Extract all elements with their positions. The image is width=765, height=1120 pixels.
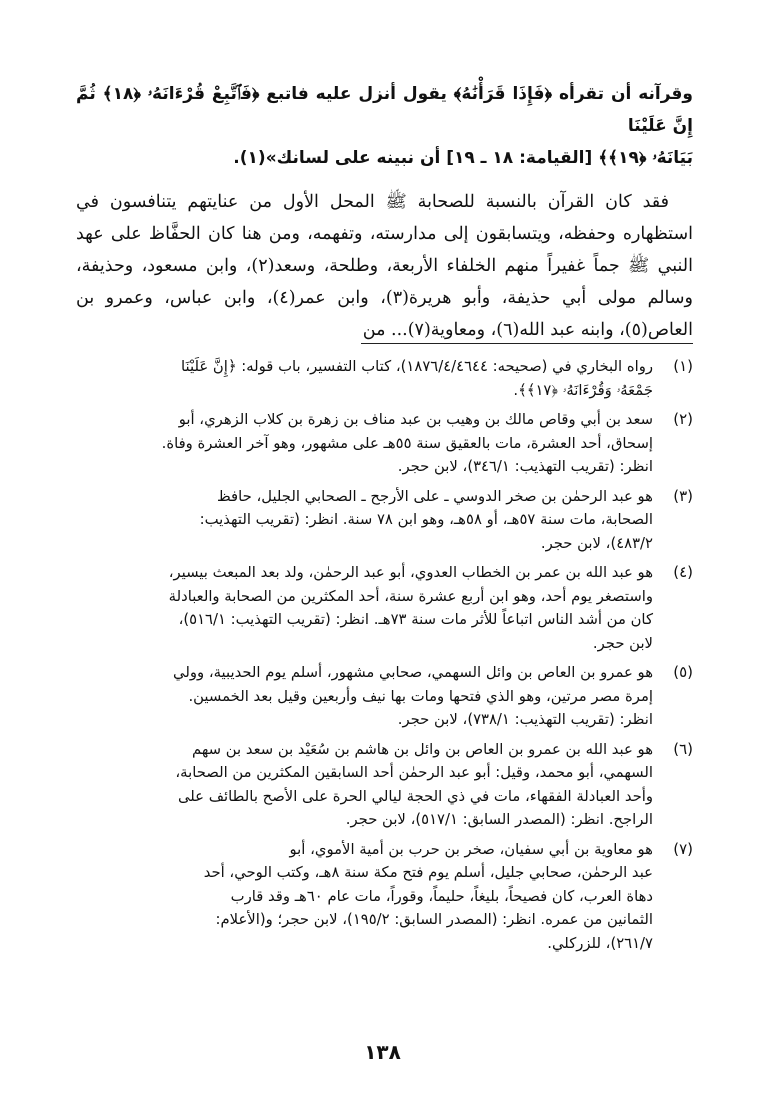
footnote-text [78,485,653,556]
footnote-text [78,355,653,402]
footnote-line: الراجح. انظر: (المصدر السابق: ٥١٧/١)، لابن حجر. [345,811,653,828]
body-paragraph: فقد كان القرآن بالنسبة للصحابة ﷺ المحل الأول من عنايتهم يتنافسون في استظهاره وحفظه، ويتسابقون إلى مدارسته، وتفهمه، ومن هنا كان الحفَّاظ على عهد النبي ﷺ جماً غفيراً منهم الخلفاء الأربعة، وطلحة، وسعد(٢)، وابن مسعود، وحذيفة، وسالم مولى أبي حذيفة، وأبو هريرة(٣)، وابن عمر(٤)، وابن عباس، وعمرو بن العاص(٥)، وابنه عبد الله(٦)، ومعاوية(٧)... من [76,192,693,340]
main-text [76,78,693,346]
footnote-line: رواه البخاري في (صحيحه: ١٨٧٦/٤/٤٦٤٤)، كتاب التفسير، باب قوله: ﴿إِنَّ عَلَيْنَا [181,358,653,375]
footnote-line: هو عمرو بن العاص بن وائل السهمي، صحابي مشهور، أسلم يوم الحديبية، وولي [173,664,653,681]
footnote-number: (٥) [673,663,693,681]
footnote-line: هو عبد الرحمٰن بن صخر الدوسي ـ على الأرجح ـ الصحابي الجليل، حافظ [216,487,653,505]
footnote-line: عبد الرحمٰن، صحابي جليل، أسلم يوم فتح مكة سنة ٨هـ، وكتب الوحي، أحد [203,864,653,881]
footnote-divider [361,343,693,344]
footnote-number: (٤) [673,563,693,581]
footnotes [78,355,693,961]
footnote-line: ٤٨٣/٢)، لابن حجر. [540,534,653,552]
footnote-text [78,561,653,655]
footnote-line: دهاة العرب، كان فصيحاً، بليغاً، حليماً، وقوراً، مات عام ٦٠هـ وقد قارب [230,887,653,905]
footnote-line: إسحاق، أحد العشرة، مات بالعقيق سنة ٥٥هـ على مشهور، وهو آخر العشرة وفاة. [161,434,653,452]
footnote [78,355,693,402]
footnote-line: انظر: (تقريب التهذيب: ٣٤٦/١)، لابن حجر. [397,458,653,475]
footnote-number: (٧) [673,839,693,858]
footnote-line: كان من أشد الناس اتباعاً للأثر مات سنة ٧٣هـ. انظر: (تقريب التهذيب: ٥١٦/١)، [178,611,653,628]
footnote-line: السهمي، أبو محمد، وقيل: أبو عبد الرحمٰن أحد السابقين المكثرين من الصحابة، [175,764,653,781]
footnote [78,838,693,956]
footnote [78,485,693,556]
footnote [78,408,693,479]
footnote-line: ٢٦١/٧)، للزركلي. [547,934,653,952]
footnote-number: (٦) [673,739,693,758]
quote-line: وقرآنه أن تقرأه ﴿فَإِذَا قَرَأْنَٰهُ﴾ يقول أنزل عليه فاتبع ﴿فَٱتَّبِعْ قُرْءَانَهُۥ ﴿١٨﴾ ثُمَّ إِنَّ عَلَيْنَا [76,84,693,136]
footnote-line: الثمانين من عمره. انظر: (المصدر السابق: ١٩٥/٢)، لابن حجر؛ و(الأعلام: [215,911,653,928]
footnote-line: هو معاوية بن أبي سفيان، صخر بن حرب بن أمية الأموي، أبو [289,840,653,858]
footnote [78,661,693,732]
footnote-line: واستصغر يوم أحد، وهو ابن أربع عشرة سنة، أحد المكثرين من الصحابة والعبادلة [168,587,653,605]
footnote-line: هو عبد الله بن عمر بن الخطاب العدوي، أبو عبد الرحمٰن، ولد بعد المبعث بيسير، [168,564,653,581]
footnote-text [78,408,653,479]
footnote-line: هو عبد الله بن عمرو بن العاص بن وائل بن هاشم بن سُعَيْد بن سعد بن سهم [191,740,653,758]
footnote [78,561,693,655]
footnote-line: جَمْعَهُۥ وَقُرْءَانَهُۥ ﴿١٧﴾﴾. [513,381,653,399]
footnote-line: انظر: (تقريب التهذيب: ٧٣٨/١)، لابن حجر. [397,711,653,728]
footnote-number: (٣) [673,486,693,505]
quote-line: بَيَانَهُۥ ﴿١٩﴾﴾ [القيامة: ١٨ ـ ١٩] أن نبينه على لسانك»(١). [233,148,693,168]
footnote-line: إمرة مصر مرتين، وهو الذي فتحها ومات بها نيف وأربعين وقيل بعد الخمسين. [188,687,653,705]
footnote-line: وأحد العبادلة الفقهاء، مات في ذي الحجة ليالي الحرة على الأصح بالطائف على [177,787,653,805]
footnote-line: لابن حجر. [592,634,653,652]
footnote-text [78,661,653,732]
footnote-line: سعد بن أبي وقاص مالك بن وهيب بن عبد مناف بن زهرة بن كلاب الزهري، أبو [178,411,653,428]
footnote-number: (١) [673,357,693,375]
footnote-line: الصحابة، مات سنة ٥٧هـ، أو ٥٨هـ، وهو ابن ٧٨ سنة. انظر: (تقريب التهذيب: [199,511,653,528]
footnote-number: (٢) [673,410,693,428]
footnote [78,738,693,832]
footnote-text [78,838,653,956]
footnote-text [78,738,653,832]
page-number: ١٣٨ [364,1040,401,1064]
